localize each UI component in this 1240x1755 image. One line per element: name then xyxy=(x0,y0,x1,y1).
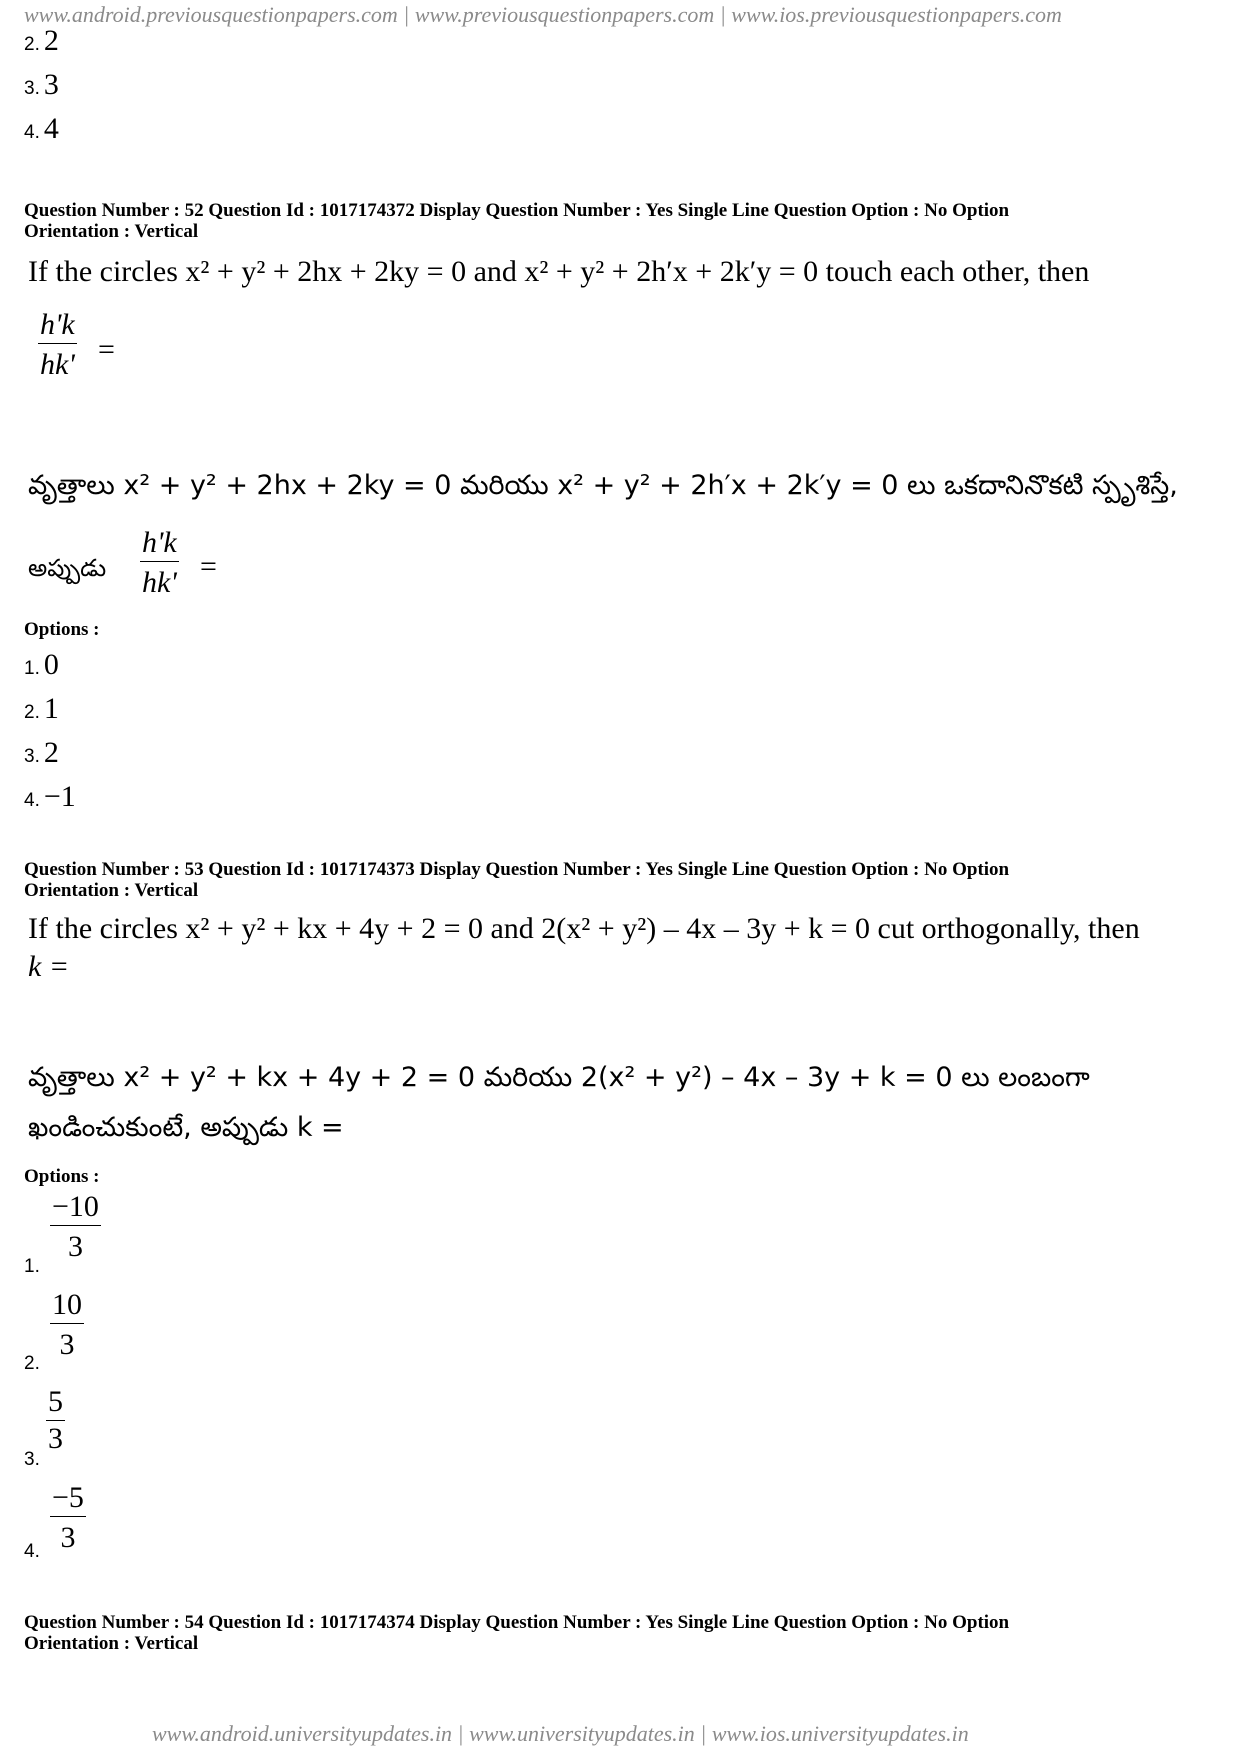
q52-meta-line1: Question Number : 52 Question Id : 1017174372 Display Question Number : Yes Single Line Question Option : No Option xyxy=(24,200,1010,221)
q53-option-2-fraction xyxy=(50,1290,84,1360)
option-number: 3. xyxy=(24,746,40,767)
q53-english-statement-line2: k = xyxy=(28,950,70,983)
fraction-denominator: 3 xyxy=(60,1521,76,1554)
fraction-denominator: 3 xyxy=(48,1422,63,1455)
option-value: 4 xyxy=(43,112,59,145)
q52-option-2 xyxy=(24,692,59,726)
option-number: 4. xyxy=(24,122,40,143)
q53-meta-line2: Orientation : Vertical xyxy=(24,880,199,901)
q53-meta-line1: Question Number : 53 Question Id : 1017174373 Display Question Number : Yes Single Line Question Option : No Option xyxy=(24,859,1010,880)
option-number: 1. xyxy=(24,658,40,679)
q53-option-4-number: 4. xyxy=(24,1541,40,1562)
fraction-denominator: 3 xyxy=(59,1328,75,1361)
option-value: 2 xyxy=(43,24,59,57)
q52-telugu-equals: = xyxy=(200,550,217,583)
q53-option-3-fraction xyxy=(46,1387,65,1454)
q53-english-statement: If the circles x² + y² + kx + 4y + 2 = 0 and 2(x² + y²) – 4x – 3y + k = 0 cut orthogonally, then xyxy=(28,912,1140,945)
footer-watermark: www.android.universityupdates.in | www.universityupdates.in | www.ios.universityupdates.in xyxy=(152,1721,969,1746)
q52-telugu-statement: వృత్తాలు x² + y² + 2hx + 2ky = 0 మరియు x² + y² + 2h′x + 2k′y = 0 లు ఒకదానినొకటి స్పృశిస్తే, xyxy=(28,470,1178,501)
q53-option-1-fraction xyxy=(50,1192,101,1262)
option-value: 3 xyxy=(43,68,59,101)
q52-option-3 xyxy=(24,736,59,770)
option-number: 2. xyxy=(24,34,40,55)
q52-option-1 xyxy=(24,648,59,682)
q53-option-1-number: 1. xyxy=(24,1256,40,1277)
q52-telugu-fraction xyxy=(140,528,179,598)
fraction-numerator: h'k xyxy=(140,528,179,562)
option-number: 3. xyxy=(24,78,40,99)
option-value: 0 xyxy=(43,648,59,681)
q53-telugu-statement-line2: ఖండించుకుంటే, అప్పుడు k = xyxy=(28,1112,344,1143)
carryover-option-3 xyxy=(24,68,59,102)
fraction-numerator: h'k xyxy=(38,310,77,344)
q52-telugu-then: అప్పుడు xyxy=(28,554,107,582)
q53-option-2-number: 2. xyxy=(24,1353,40,1374)
fraction-denominator: hk' xyxy=(40,348,75,381)
fraction-numerator: 10 xyxy=(50,1290,84,1324)
fraction-denominator: 3 xyxy=(67,1230,83,1263)
q54-meta-line2: Orientation : Vertical xyxy=(24,1633,199,1654)
option-number: 4. xyxy=(24,790,40,811)
q53-option-3-number: 3. xyxy=(24,1449,40,1470)
q53-options-label: Options : xyxy=(24,1166,100,1187)
q52-options-label: Options : xyxy=(24,619,100,640)
option-value: 1 xyxy=(43,692,59,725)
option-number: 2. xyxy=(24,702,40,723)
q52-english-statement: If the circles x² + y² + 2hx + 2ky = 0 and x² + y² + 2h′x + 2k′y = 0 touch each other, then xyxy=(28,255,1090,288)
carryover-option-4 xyxy=(24,112,59,146)
fraction-numerator: −5 xyxy=(50,1483,86,1517)
q52-fraction xyxy=(38,310,77,380)
option-value: 2 xyxy=(43,736,59,769)
q54-meta-line1: Question Number : 54 Question Id : 1017174374 Display Question Number : Yes Single Line Question Option : No Option xyxy=(24,1612,1010,1633)
q53-telugu-statement: వృత్తాలు x² + y² + kx + 4y + 2 = 0 మరియు 2(x² + y²) – 4x – 3y + k = 0 లు లంబంగా xyxy=(28,1062,1090,1093)
option-value: −1 xyxy=(43,780,76,813)
q52-option-4 xyxy=(24,780,76,814)
fraction-denominator: hk' xyxy=(142,566,177,599)
header-watermark: www.android.previousquestionpapers.com | www.previousquestionpapers.com | www.ios.previousquestionpapers.com xyxy=(24,2,1062,27)
q53-option-4-fraction xyxy=(50,1483,86,1553)
q52-equals: = xyxy=(98,333,115,366)
fraction-numerator: 5 xyxy=(46,1387,65,1421)
carryover-option-2 xyxy=(24,24,59,58)
q52-meta-line2: Orientation : Vertical xyxy=(24,221,199,242)
fraction-numerator: −10 xyxy=(50,1192,101,1226)
